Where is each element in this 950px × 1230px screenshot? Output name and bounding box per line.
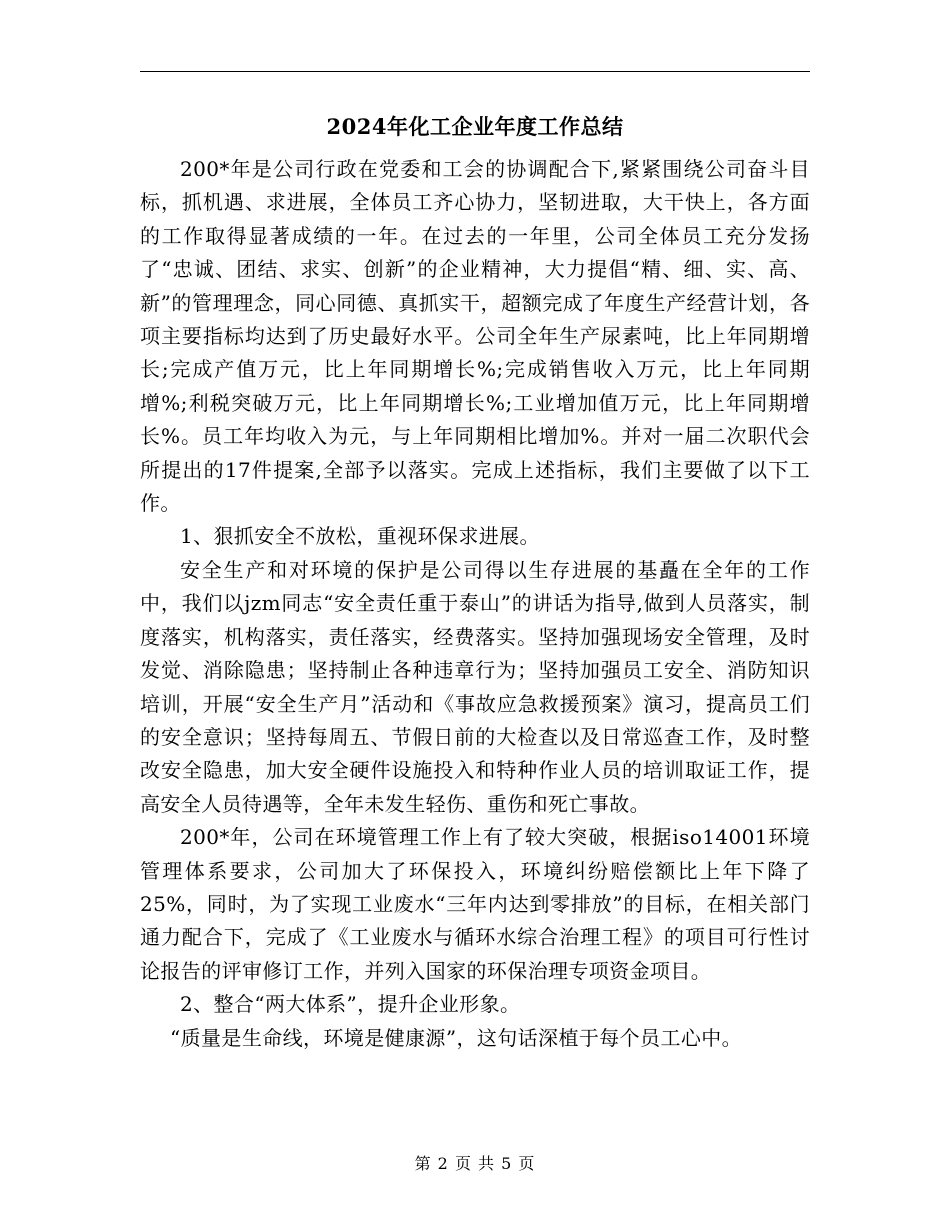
- header-rule: [140, 71, 810, 72]
- document-title: 2024年化工企业年度工作总结: [326, 114, 624, 139]
- paragraph-quote: “质量是生命线，环境是健康源”，这句话深植于每个员工心中。: [170, 1025, 743, 1050]
- document-body: [140, 153, 810, 1055]
- paragraph-safety: 安全生产和对环境的保护是公司得以生存进展的基矗在全年的工作中，我们以jzm同志“安全责任重于泰山”的讲话为指导,做到人员落实，制度落实，机构落实，责任落实，经费落实。坚持加强现场安全管理，及时发觉、消除隐患；坚持制止各种违章行为；坚持加强员工安全、消防知识培训，开展“安全生产月”活动和《事故应急救援预案》演习，提高员工们的安全意识；坚持每周五、节假日前的大检查以及日常巡查工作，及时整改安全隐患，加大安全硬件设施投入和特种作业人员的培训取证工作，提高安全人员待遇等，全年未发生轻伤、重伤和死亡事故。: [140, 557, 810, 816]
- page-number: 第 2 页 共 5 页: [414, 1154, 536, 1173]
- paragraph-environment: 200*年，公司在环境管理工作上有了较大突破，根据iso14001环境管理体系要求，公司加大了环保投入，环境纠纷赔偿额比上年下降了25%，同时，为了实现工业废水“三年内达到零排放”的目标，在相关部门通力配合下，完成了《工业废水与循环水综合治理工程》的项目可行性讨论报告的评审修订工作，并列入国家的环保治理专项资金项目。: [140, 825, 810, 983]
- paragraph-intro: 200*年是公司行政在党委和工会的协调配合下,紧紧围绕公司奋斗目标，抓机遇、求进展，全体员工齐心协力，坚韧进取，大干快上，各方面的工作取得显著成绩的一年。在过去的一年里，公司全体员工充分发扬了“忠诚、团结、求实、创新”的企业精神，大力提倡“精、细、实、高、新”的管理理念，同心同德、真抓实干，超额完成了年度生产经营计划，各项主要指标均达到了历史最好水平。公司全年生产尿素吨，比上年同期增长;完成产值万元，比上年同期增长%;完成销售收入万元，比上年同期增%;利税突破万元，比上年同期增长%;工业增加值万元，比上年同期增长%。员工年均收入为元，与上年同期相比增加%。并对一届二次职代会所提出的17件提案,全部予以落实。完成上述指标，我们主要做了以下工作。: [140, 157, 810, 516]
- section-heading-1: 1、狠抓安全不放松，重视环保求进展。: [180, 524, 540, 549]
- section-heading-2: 2、整合“两大体系”，提升企业形象。: [180, 992, 521, 1017]
